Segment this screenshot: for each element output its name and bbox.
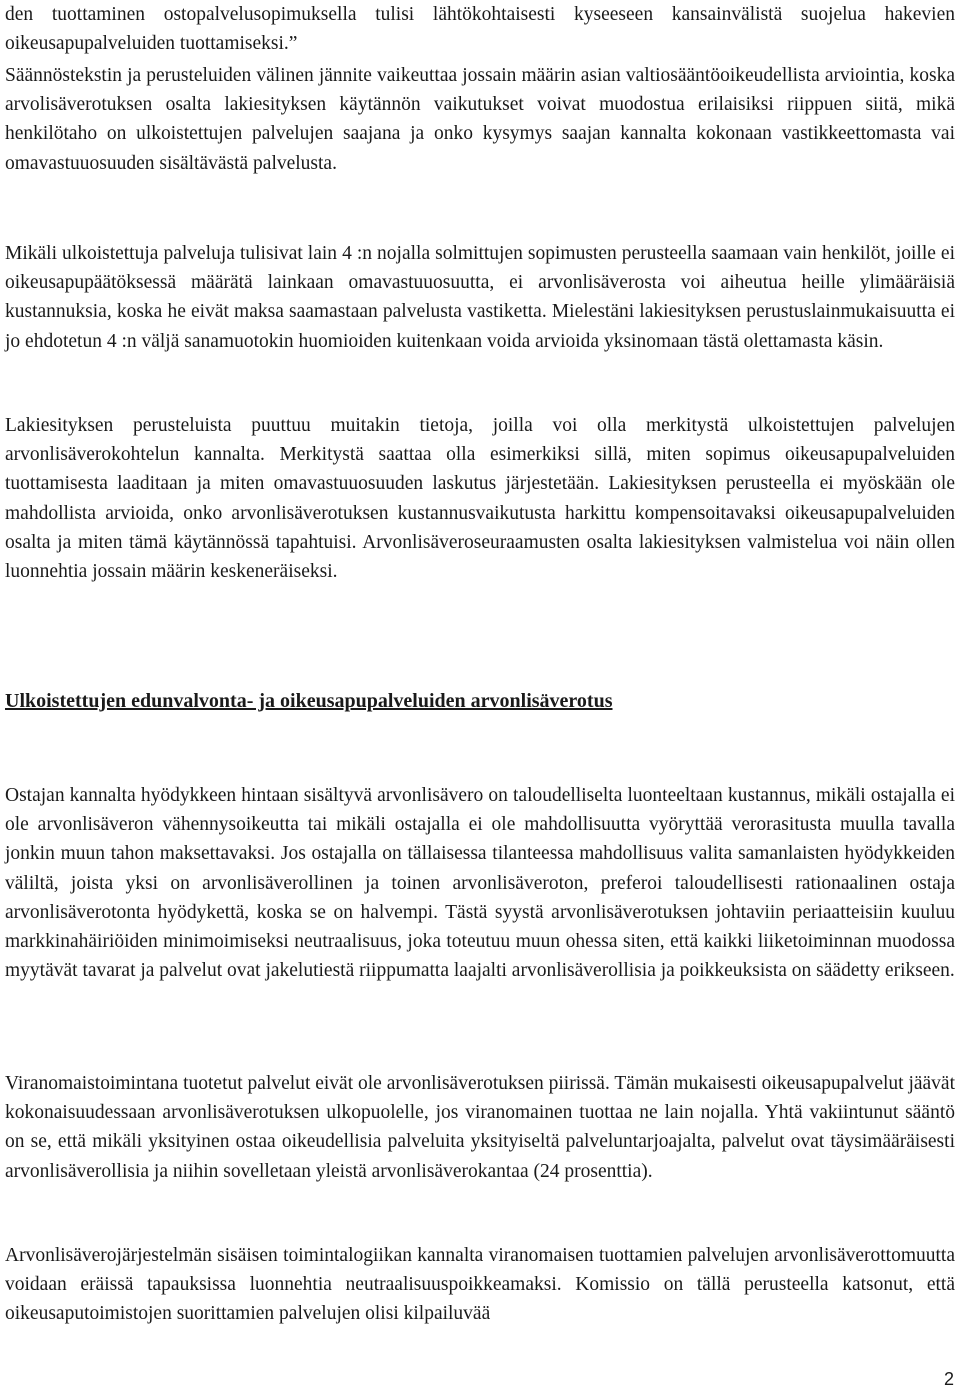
section-heading: Ulkoistettujen edunvalvonta- ja oikeusapupalveluiden arvonlisäverotus (5, 690, 613, 712)
paragraph-missing-information: Lakiesityksen perusteluista puuttuu muitakin tietoja, joilla voi olla merkitystä ulkoistettujen palvelujen arvonlisäverokohtelun kannalta. Merkitystä saattaa olla esimerkiksi sillä, miten sopimus oikeusapupalveluiden tuottamisesta laaditaan ja miten omavastuuosuuden laskutus järjestetään. Lakiesityksen perusteella ei myöskään ole mahdollista arvioida, onko arvonlisäverotuksen kustannusvaikutusta harkittu kompensoitavaksi oikeusapupalveluiden osalta ja miten tämä käytännössä tapahtuisi. Arvonlisäveroseuraamusten osalta lakiesityksen valmistelua voi näin ollen luonnehtia jossain määrin keskeneräiseksi. (5, 415, 955, 583)
paragraph-tension: Säännöstekstin ja perusteluiden välinen jännite vaikeuttaa jossain määrin asian valtiosääntöoikeudellista arviointia, koska arvolisäverotuksen osalta lakiesityksen käytännön vaikutukset voivat muodostua erilaisiksi riippuen siitä, mikä henkilötaho on ulkoistettujen palvelujen saajana ja onko kysymys saajan kannalta kokonaan vastikkeettomasta vai omavastuuosuuden sisältävästä palvelusta. (5, 65, 955, 174)
paragraph-continued-quote: den tuottaminen ostopalvelusopimuksella tulisi lähtökohtaisesti kyseeseen kansainvälistä suojelua hakevien oikeusapupalveluiden tuottamiseksi.” (5, 4, 955, 55)
page-number: 2 (943, 1369, 954, 1389)
paragraph-buyer-perspective: Ostajan kannalta hyödykkeen hintaan sisältyvä arvonlisävero on taloudelliselta luonteeltaan kustannus, mikäli ostajalla ei ole arvonlisäveron vähennysoikeutta tai mikäli ostajalla ei ole mahdollisuutta vyöryttää verorasitusta muulla tavalla jonkin muun tahon maksettavaksi. Jos ostajalla on tällaisessa tilanteessa mahdollisuus valita samanlaisten hyödykkeiden väliltä, joista yksi on arvonlisäverollinen ja toinen arvonlisäveroton, preferoi taloudellisesti rationaalinen ostaja arvonlisäverotonta hyödykettä, koska se on halvempi. Tästä syystä arvonlisäverotuksen johtaviin periaatteisiin kuuluu markkinahäiriöiden minimoimiseksi neutraalisuus, joka toteutuu muun ohessa siten, että kaikki liiketoiminnan muodossa myytävät tavarat ja palvelut ovat jakelutiestä riippumatta laajalti arvonlisäverollisia ja poikkeuksista on säädetty erikseen. (5, 785, 955, 982)
paragraph-neutrality-deviation: Arvonlisäverojärjestelmän sisäisen toimintalogiikan kannalta viranomaisen tuottamien palvelujen arvonlisäverottomuutta voidaan eräissä tapauksissa luonnehtia neutraalisuuspoikkeamaksi. Komissio on tällä perusteella katsonut, että oikeusaputoimistojen suorittamien palvelujen olisi kilpailuvää (5, 1245, 955, 1325)
paragraph-outsourced-services: Mikäli ulkoistettuja palveluja tulisivat lain 4 :n nojalla solmittujen sopimusten perusteella saamaan vain henkilöt, joille ei oikeusapupäätöksessä määrätä lainkaan omavastuuosuutta, ei arvonlisäverosta voi aiheutua heille ylimääräisiä kustannuksia, koska he eivät maksa saamastaan palvelusta vastiketta. Mielestäni lakiesityksen perustuslainmukaisuutta ei jo ehdotetun 4 :n väljä sanamuotokin huomioiden kuitenkaan voida arvioida yksinomaan tästä olettamasta käsin. (5, 243, 955, 352)
paragraph-public-authority-services: Viranomaistoimintana tuotetut palvelut eivät ole arvonlisäverotuksen piirissä. Tämän mukaisesti oikeusapupalvelut jäävät kokonaisuudessaan arvonlisäverotuksen ulkopuolelle, jos viranomainen tuottaa ne lain nojalla. Yhtä vakiintunut sääntö on se, että mikäli yksityinen ostaa oikeudellisia palveluita yksityiseltä palveluntarjoajalta, palvelut ovat täysimääräisesti arvonlisäverollisia ja niihin sovelletaan yleistä arvonlisäverokantaa (24 prosenttia). (5, 1073, 955, 1182)
